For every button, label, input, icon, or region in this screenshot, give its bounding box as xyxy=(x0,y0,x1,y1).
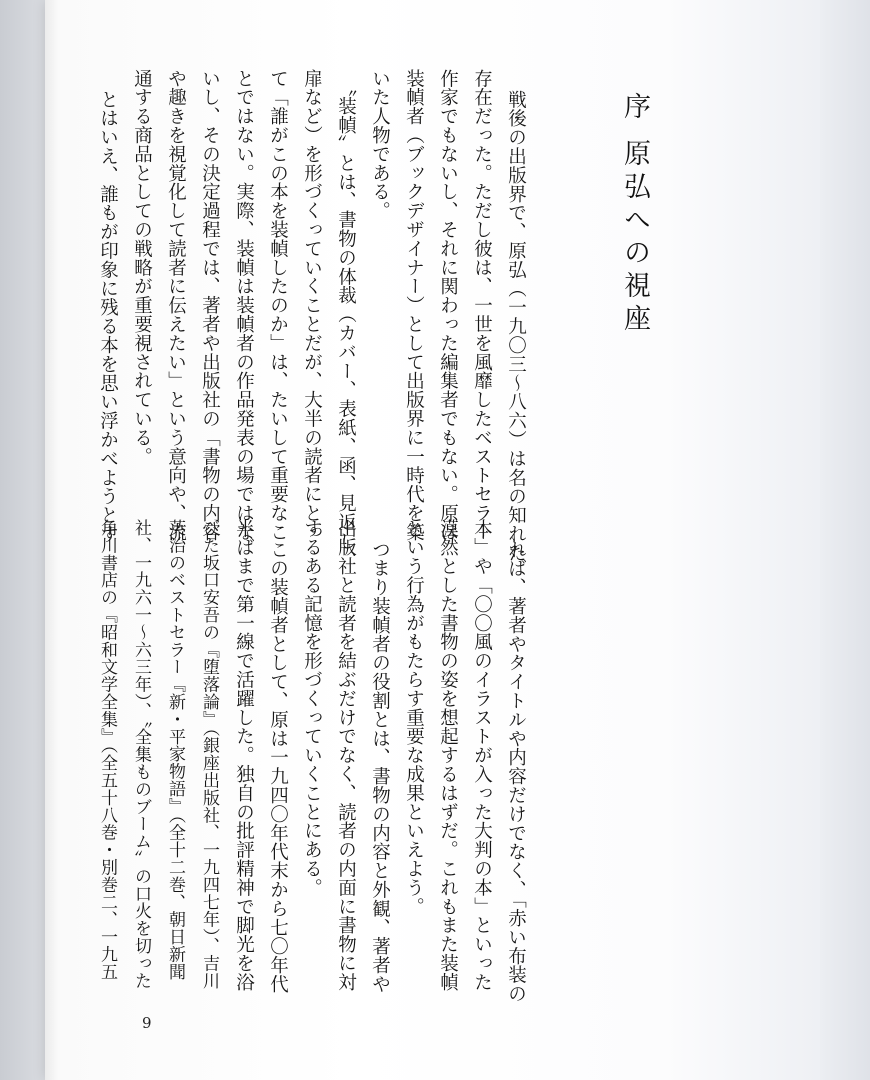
text-column: 角川書店の『昭和文学全集』（全五十八巻・別巻二、一九五 xyxy=(97,519,117,981)
book-page xyxy=(45,0,820,1080)
page-edge-right xyxy=(820,0,870,1080)
text-column: れば、著者やタイトルや内容だけでなく、「赤い布装の xyxy=(505,540,527,1004)
text-column: 本」や「〇〇風のイラストが入った大判の本」といった xyxy=(471,519,493,992)
page-number: 9 xyxy=(142,1014,152,1032)
text-column: や趣きを視覚化して読者に伝えたい」という意向や、流 xyxy=(165,69,187,542)
text-column: とではない。実際、装幀は装幀者の作品発表の場ではな xyxy=(233,69,255,542)
text-column: 通する商品としての戦略が重要視されている。 xyxy=(131,69,153,466)
text-column: この装幀者として、原は一九四〇年代末から七〇年代 xyxy=(267,540,289,994)
chapter-prefix: 序 xyxy=(619,92,650,125)
text-column: つまり装幀者の役割とは、書物の内容と外観、著者や xyxy=(369,540,391,994)
text-column: 装幀者（ブックデザイナー）として出版界に一時代を築 xyxy=(403,69,425,542)
text-column: するある記憶を形づくっていくことにある。 xyxy=(301,519,323,897)
text-column: 半ばまで第一線で活躍した。独自の批評精神で脚光を浴 xyxy=(233,519,255,992)
text-column: 作家でもないし、それに関わった編集者でもない。原は xyxy=(437,69,459,542)
text-column: いた人物である。 xyxy=(369,69,391,221)
text-column: いし、その決定過程では、著者や出版社の「書物の内容 xyxy=(199,69,221,542)
text-column: とはいえ、誰もが印象に残る本を思い浮かべようとす xyxy=(97,90,119,544)
text-column: という行為がもたらす重要な成果といえよう。 xyxy=(403,519,425,916)
text-column: 漠然とした書物の姿を想起するはずだ。これもまた装幀 xyxy=(437,519,459,992)
text-column: て「誰がこの本を装幀したのか」は、たいして重要なこ xyxy=(267,69,289,542)
text-column: 英治のベストセラー『新・平家物語』（全十二巻、朝日新聞 xyxy=(165,519,185,981)
page-fold-shadow xyxy=(45,0,59,1080)
chapter-title-text: 原弘への視座 xyxy=(619,139,650,337)
text-column: 扉など）を形づくっていくことだが、大半の読者にとっ xyxy=(301,69,323,542)
chapter-title xyxy=(610,92,654,337)
text-column: 社、一九六一〜六三年）、〝全集ものブーム〟の口火を切った xyxy=(131,519,151,990)
text-column: びた坂口安吾の『堕落論』（銀座出版社、一九四七年）、吉川 xyxy=(199,519,219,990)
text-column: 存在だった。ただし彼は、一世を風靡したベストセラー xyxy=(471,69,493,542)
text-column: 戦後の出版界で、原弘（一九〇三〜八六）は名の知れた xyxy=(505,90,527,563)
text-column: 〝装幀〟とは、書物の体裁（カバー、表紙、函、見返し、 xyxy=(335,78,357,570)
text-column: 出版社と読者を結ぶだけでなく、読者の内面に書物に対 xyxy=(335,519,357,992)
